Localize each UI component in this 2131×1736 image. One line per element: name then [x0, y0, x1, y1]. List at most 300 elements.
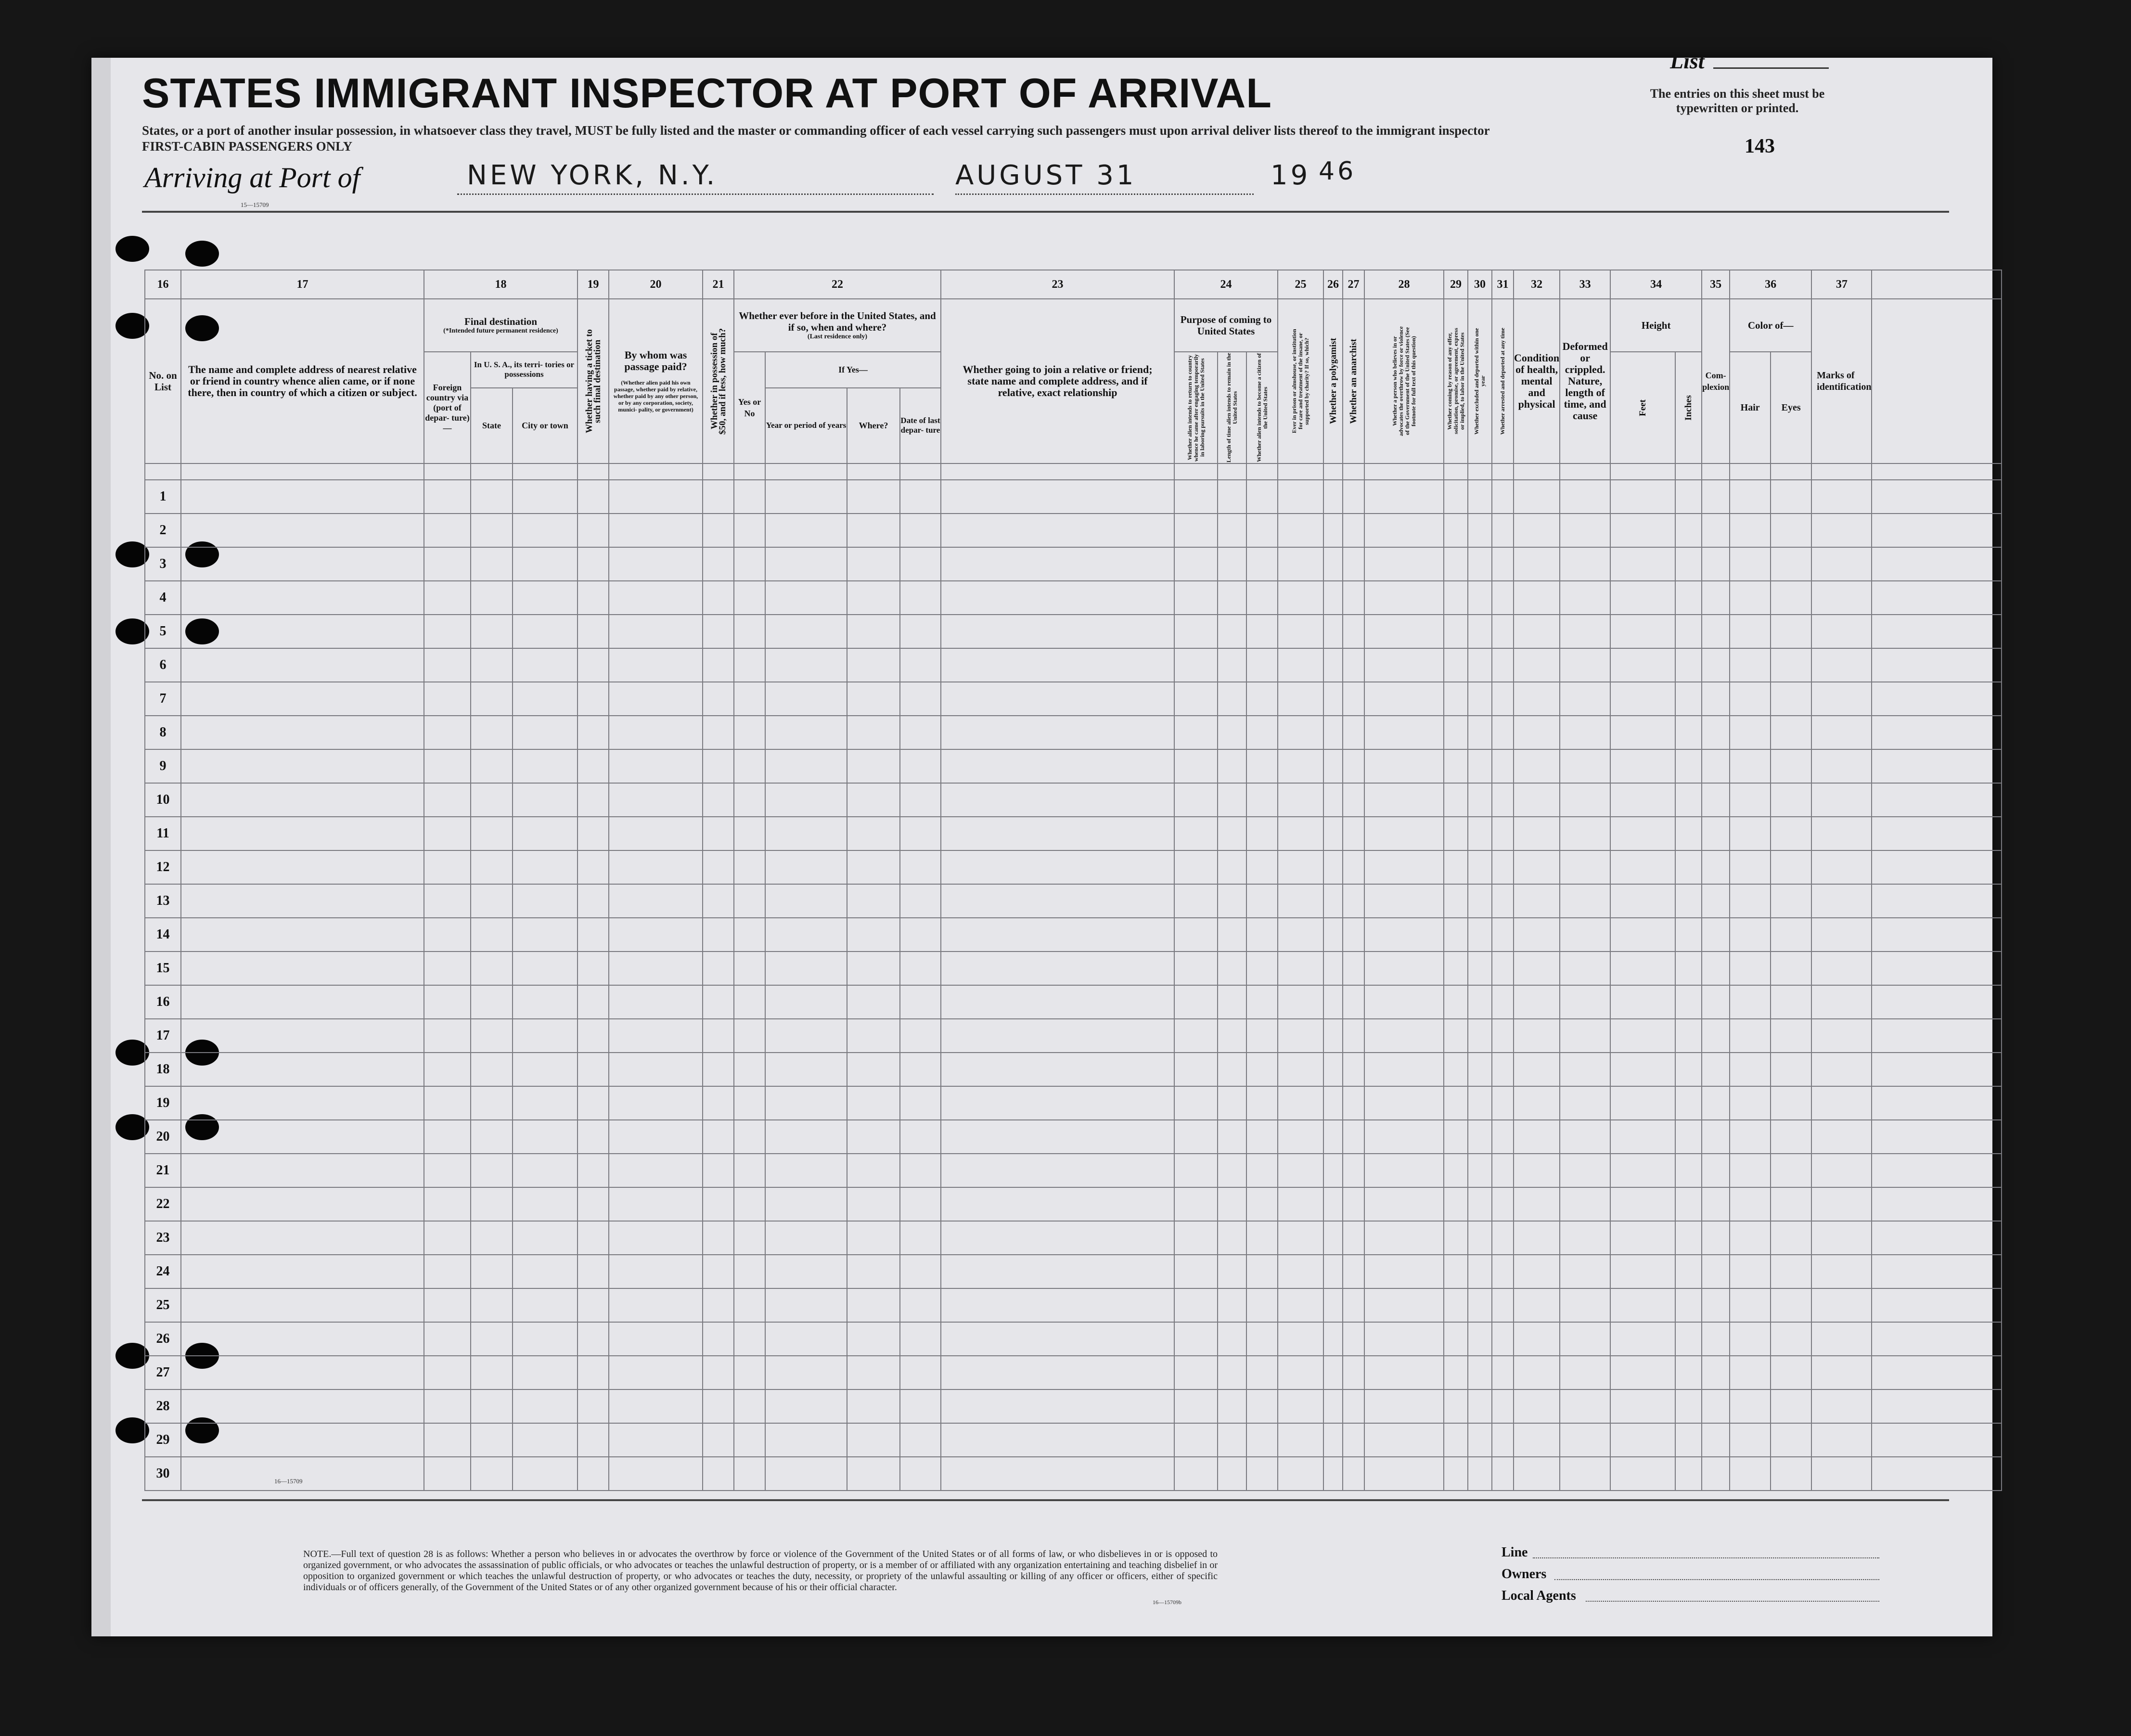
entry-cell[interactable]	[609, 1120, 703, 1154]
entry-cell[interactable]	[1514, 1187, 1560, 1221]
entry-cell[interactable]	[1675, 1457, 1702, 1491]
entry-cell[interactable]	[1492, 1423, 1514, 1457]
entry-cell[interactable]	[1492, 783, 1514, 817]
entry-cell[interactable]	[1278, 1288, 1323, 1322]
entry-cell[interactable]	[734, 547, 765, 581]
entry-cell[interactable]	[1560, 581, 1610, 615]
entry-cell[interactable]	[471, 783, 513, 817]
entry-cell[interactable]	[941, 817, 1174, 850]
entry-cell[interactable]	[1364, 1154, 1444, 1187]
entry-cell[interactable]	[1675, 884, 1702, 918]
entry-cell[interactable]	[1174, 1086, 1218, 1120]
entry-cell[interactable]	[609, 884, 703, 918]
entry-cell[interactable]	[847, 1053, 900, 1086]
entry-cell[interactable]	[1514, 985, 1560, 1019]
entry-cell[interactable]	[578, 884, 609, 918]
entry-cell[interactable]	[1246, 850, 1278, 884]
entry-cell[interactable]	[513, 1457, 578, 1491]
entry-cell[interactable]	[941, 985, 1174, 1019]
entry-cell[interactable]	[941, 1322, 1174, 1356]
entry-cell[interactable]	[847, 1120, 900, 1154]
entry-cell[interactable]	[900, 850, 941, 884]
entry-cell[interactable]	[1343, 581, 1364, 615]
entry-cell[interactable]	[1323, 1288, 1343, 1322]
entry-cell[interactable]	[1492, 615, 1514, 648]
entry-cell[interactable]	[1343, 1154, 1364, 1187]
entry-cell[interactable]	[1323, 1221, 1343, 1255]
entry-cell[interactable]	[181, 1288, 424, 1322]
entry-cell[interactable]	[181, 1322, 424, 1356]
entry-cell[interactable]	[1444, 783, 1468, 817]
entry-cell[interactable]	[1730, 1053, 1771, 1086]
entry-cell[interactable]	[609, 1255, 703, 1288]
entry-cell[interactable]	[1675, 783, 1702, 817]
entry-cell[interactable]	[941, 1457, 1174, 1491]
entry-cell[interactable]	[181, 884, 424, 918]
entry-cell[interactable]	[1444, 749, 1468, 783]
entry-cell[interactable]	[1610, 1086, 1675, 1120]
entry-cell[interactable]	[578, 1389, 609, 1423]
entry-cell[interactable]	[1218, 1356, 1246, 1389]
entry-cell[interactable]	[609, 648, 703, 682]
entry-cell[interactable]	[847, 1457, 900, 1491]
entry-cell[interactable]	[1364, 1187, 1444, 1221]
entry-cell[interactable]	[1218, 716, 1246, 749]
entry-cell[interactable]	[1560, 480, 1610, 514]
entry-cell[interactable]	[1278, 1322, 1323, 1356]
entry-cell[interactable]	[1492, 1086, 1514, 1120]
entry-cell[interactable]	[1364, 1356, 1444, 1389]
entry-cell[interactable]	[1702, 1187, 1730, 1221]
entry-cell[interactable]	[1675, 615, 1702, 648]
entry-cell[interactable]	[1675, 985, 1702, 1019]
entry-cell[interactable]	[1702, 1154, 1730, 1187]
entry-cell[interactable]	[1560, 918, 1610, 952]
entry-cell[interactable]	[1343, 1187, 1364, 1221]
entry-cell[interactable]	[703, 1457, 734, 1491]
entry-cell[interactable]	[1444, 952, 1468, 985]
entry-cell[interactable]	[1364, 1120, 1444, 1154]
entry-cell[interactable]	[703, 1154, 734, 1187]
entry-cell[interactable]	[1218, 547, 1246, 581]
entry-cell[interactable]	[847, 547, 900, 581]
entry-cell[interactable]	[765, 514, 847, 547]
entry-cell[interactable]	[1610, 1322, 1675, 1356]
entry-cell[interactable]	[765, 581, 847, 615]
entry-cell[interactable]	[1492, 749, 1514, 783]
entry-cell[interactable]	[1343, 1086, 1364, 1120]
entry-cell[interactable]	[1811, 1356, 1872, 1389]
entry-cell[interactable]	[1610, 1221, 1675, 1255]
entry-cell[interactable]	[1246, 1086, 1278, 1120]
entry-cell[interactable]	[1730, 1288, 1771, 1322]
entry-cell[interactable]	[1514, 1154, 1560, 1187]
entry-cell[interactable]	[1771, 952, 1811, 985]
entry-cell[interactable]	[900, 581, 941, 615]
entry-cell[interactable]	[1246, 615, 1278, 648]
entry-cell[interactable]	[1218, 1457, 1246, 1491]
entry-cell[interactable]	[181, 1086, 424, 1120]
entry-cell[interactable]	[1246, 1356, 1278, 1389]
entry-cell[interactable]	[424, 1086, 471, 1120]
entry-cell[interactable]	[424, 648, 471, 682]
entry-cell[interactable]	[424, 1255, 471, 1288]
entry-cell[interactable]	[1364, 783, 1444, 817]
entry-cell[interactable]	[513, 716, 578, 749]
entry-cell[interactable]	[1811, 615, 1872, 648]
entry-cell[interactable]	[181, 514, 424, 547]
entry-cell[interactable]	[1444, 615, 1468, 648]
entry-cell[interactable]	[847, 749, 900, 783]
entry-cell[interactable]	[1610, 952, 1675, 985]
entry-cell[interactable]	[734, 648, 765, 682]
entry-cell[interactable]	[1468, 648, 1492, 682]
entry-cell[interactable]	[734, 1187, 765, 1221]
entry-cell[interactable]	[1323, 480, 1343, 514]
entry-cell[interactable]	[1730, 850, 1771, 884]
entry-cell[interactable]	[1444, 850, 1468, 884]
entry-cell[interactable]	[1730, 1221, 1771, 1255]
entry-cell[interactable]	[1174, 749, 1218, 783]
entry-cell[interactable]	[1444, 1053, 1468, 1086]
entry-cell[interactable]	[1174, 547, 1218, 581]
entry-cell[interactable]	[181, 1019, 424, 1053]
entry-cell[interactable]	[1246, 716, 1278, 749]
entry-cell[interactable]	[181, 1221, 424, 1255]
entry-cell[interactable]	[424, 749, 471, 783]
entry-cell[interactable]	[578, 1154, 609, 1187]
entry-cell[interactable]	[424, 1423, 471, 1457]
entry-cell[interactable]	[1730, 783, 1771, 817]
entry-cell[interactable]	[609, 1086, 703, 1120]
entry-cell[interactable]	[1278, 1019, 1323, 1053]
entry-cell[interactable]	[1468, 850, 1492, 884]
entry-cell[interactable]	[1468, 918, 1492, 952]
entry-cell[interactable]	[847, 952, 900, 985]
entry-cell[interactable]	[1444, 884, 1468, 918]
entry-cell[interactable]	[1610, 648, 1675, 682]
entry-cell[interactable]	[900, 817, 941, 850]
entry-cell[interactable]	[1514, 615, 1560, 648]
entry-cell[interactable]	[471, 716, 513, 749]
entry-cell[interactable]	[1174, 1255, 1218, 1288]
entry-cell[interactable]	[941, 952, 1174, 985]
entry-cell[interactable]	[1771, 1423, 1811, 1457]
entry-cell[interactable]	[1323, 682, 1343, 716]
entry-cell[interactable]	[734, 1423, 765, 1457]
entry-cell[interactable]	[513, 480, 578, 514]
entry-cell[interactable]	[1218, 1221, 1246, 1255]
entry-cell[interactable]	[1278, 615, 1323, 648]
entry-cell[interactable]	[847, 615, 900, 648]
entry-cell[interactable]	[1468, 1120, 1492, 1154]
entry-cell[interactable]	[1771, 581, 1811, 615]
entry-cell[interactable]	[1811, 985, 1872, 1019]
entry-cell[interactable]	[513, 648, 578, 682]
entry-cell[interactable]	[703, 514, 734, 547]
entry-cell[interactable]	[609, 1389, 703, 1423]
entry-cell[interactable]	[1811, 1255, 1872, 1288]
entry-cell[interactable]	[609, 952, 703, 985]
entry-cell[interactable]	[1218, 615, 1246, 648]
entry-cell[interactable]	[1872, 783, 2002, 817]
entry-cell[interactable]	[1343, 1255, 1364, 1288]
entry-cell[interactable]	[1278, 952, 1323, 985]
entry-cell[interactable]	[1218, 783, 1246, 817]
entry-cell[interactable]	[1278, 1423, 1323, 1457]
entry-cell[interactable]	[1872, 1154, 2002, 1187]
entry-cell[interactable]	[1444, 716, 1468, 749]
entry-cell[interactable]	[900, 1356, 941, 1389]
entry-cell[interactable]	[1514, 884, 1560, 918]
entry-cell[interactable]	[1246, 952, 1278, 985]
entry-cell[interactable]	[578, 817, 609, 850]
entry-cell[interactable]	[609, 918, 703, 952]
entry-cell[interactable]	[941, 1288, 1174, 1322]
entry-cell[interactable]	[1468, 1389, 1492, 1423]
entry-cell[interactable]	[1610, 1255, 1675, 1288]
entry-cell[interactable]	[1811, 952, 1872, 985]
entry-cell[interactable]	[1218, 1120, 1246, 1154]
entry-cell[interactable]	[1343, 884, 1364, 918]
entry-cell[interactable]	[181, 749, 424, 783]
entry-cell[interactable]	[941, 1423, 1174, 1457]
entry-cell[interactable]	[1675, 716, 1702, 749]
entry-cell[interactable]	[1343, 615, 1364, 648]
entry-cell[interactable]	[1343, 783, 1364, 817]
entry-cell[interactable]	[181, 952, 424, 985]
entry-cell[interactable]	[513, 1389, 578, 1423]
entry-cell[interactable]	[1278, 1389, 1323, 1423]
entry-cell[interactable]	[1675, 1255, 1702, 1288]
entry-cell[interactable]	[1323, 547, 1343, 581]
entry-cell[interactable]	[1343, 1053, 1364, 1086]
entry-cell[interactable]	[471, 1086, 513, 1120]
entry-cell[interactable]	[471, 547, 513, 581]
entry-cell[interactable]	[1811, 1187, 1872, 1221]
entry-cell[interactable]	[609, 1019, 703, 1053]
entry-cell[interactable]	[734, 884, 765, 918]
entry-cell[interactable]	[1278, 783, 1323, 817]
entry-cell[interactable]	[1444, 1255, 1468, 1288]
entry-cell[interactable]	[1514, 1053, 1560, 1086]
entry-cell[interactable]	[1468, 682, 1492, 716]
entry-cell[interactable]	[1730, 1389, 1771, 1423]
entry-cell[interactable]	[424, 1389, 471, 1423]
entry-cell[interactable]	[941, 1086, 1174, 1120]
entry-cell[interactable]	[1246, 918, 1278, 952]
entry-cell[interactable]	[1364, 1322, 1444, 1356]
entry-cell[interactable]	[1364, 581, 1444, 615]
entry-cell[interactable]	[1468, 514, 1492, 547]
entry-cell[interactable]	[1730, 581, 1771, 615]
entry-cell[interactable]	[941, 514, 1174, 547]
entry-cell[interactable]	[1278, 1221, 1323, 1255]
entry-cell[interactable]	[1675, 648, 1702, 682]
entry-cell[interactable]	[424, 480, 471, 514]
entry-cell[interactable]	[703, 581, 734, 615]
entry-cell[interactable]	[765, 1322, 847, 1356]
entry-cell[interactable]	[1174, 884, 1218, 918]
entry-cell[interactable]	[900, 749, 941, 783]
entry-cell[interactable]	[578, 749, 609, 783]
entry-cell[interactable]	[1872, 716, 2002, 749]
entry-cell[interactable]	[1218, 480, 1246, 514]
entry-cell[interactable]	[471, 648, 513, 682]
entry-cell[interactable]	[181, 1389, 424, 1423]
entry-cell[interactable]	[609, 1154, 703, 1187]
entry-cell[interactable]	[1444, 985, 1468, 1019]
entry-cell[interactable]	[1278, 985, 1323, 1019]
entry-cell[interactable]	[1492, 952, 1514, 985]
entry-cell[interactable]	[847, 1255, 900, 1288]
entry-cell[interactable]	[1343, 648, 1364, 682]
entry-cell[interactable]	[1811, 817, 1872, 850]
entry-cell[interactable]	[1218, 884, 1246, 918]
entry-cell[interactable]	[1675, 1356, 1702, 1389]
entry-cell[interactable]	[513, 514, 578, 547]
entry-cell[interactable]	[1364, 1423, 1444, 1457]
entry-cell[interactable]	[1278, 648, 1323, 682]
entry-cell[interactable]	[1492, 985, 1514, 1019]
entry-cell[interactable]	[1730, 514, 1771, 547]
entry-cell[interactable]	[703, 1356, 734, 1389]
entry-cell[interactable]	[1872, 918, 2002, 952]
entry-cell[interactable]	[1343, 547, 1364, 581]
entry-cell[interactable]	[1468, 749, 1492, 783]
entry-cell[interactable]	[1872, 615, 2002, 648]
entry-cell[interactable]	[424, 682, 471, 716]
entry-cell[interactable]	[703, 1423, 734, 1457]
entry-cell[interactable]	[1246, 1019, 1278, 1053]
entry-cell[interactable]	[1468, 1457, 1492, 1491]
entry-cell[interactable]	[1560, 1322, 1610, 1356]
entry-cell[interactable]	[1323, 1086, 1343, 1120]
entry-cell[interactable]	[1771, 480, 1811, 514]
entry-cell[interactable]	[703, 1053, 734, 1086]
entry-cell[interactable]	[1468, 1288, 1492, 1322]
entry-cell[interactable]	[1702, 817, 1730, 850]
entry-cell[interactable]	[1514, 1322, 1560, 1356]
entry-cell[interactable]	[1675, 581, 1702, 615]
entry-cell[interactable]	[1492, 1187, 1514, 1221]
entry-cell[interactable]	[941, 1053, 1174, 1086]
entry-cell[interactable]	[1514, 1356, 1560, 1389]
entry-cell[interactable]	[765, 480, 847, 514]
entry-cell[interactable]	[765, 1019, 847, 1053]
entry-cell[interactable]	[1364, 850, 1444, 884]
entry-cell[interactable]	[1514, 682, 1560, 716]
entry-cell[interactable]	[513, 1322, 578, 1356]
entry-cell[interactable]	[734, 1120, 765, 1154]
entry-cell[interactable]	[1343, 1019, 1364, 1053]
entry-cell[interactable]	[1323, 1053, 1343, 1086]
entry-cell[interactable]	[900, 514, 941, 547]
entry-cell[interactable]	[1492, 1221, 1514, 1255]
entry-cell[interactable]	[1872, 1019, 2002, 1053]
entry-cell[interactable]	[609, 615, 703, 648]
entry-cell[interactable]	[703, 716, 734, 749]
entry-cell[interactable]	[1444, 1423, 1468, 1457]
entry-cell[interactable]	[424, 1053, 471, 1086]
entry-cell[interactable]	[847, 514, 900, 547]
entry-cell[interactable]	[1468, 1356, 1492, 1389]
entry-cell[interactable]	[1174, 817, 1218, 850]
entry-cell[interactable]	[1702, 884, 1730, 918]
entry-cell[interactable]	[1675, 1221, 1702, 1255]
entry-cell[interactable]	[1364, 1288, 1444, 1322]
entry-cell[interactable]	[1811, 480, 1872, 514]
entry-cell[interactable]	[1343, 1389, 1364, 1423]
entry-cell[interactable]	[1218, 1053, 1246, 1086]
entry-cell[interactable]	[1811, 581, 1872, 615]
entry-cell[interactable]	[1514, 648, 1560, 682]
entry-cell[interactable]	[1364, 648, 1444, 682]
entry-cell[interactable]	[1246, 514, 1278, 547]
entry-cell[interactable]	[1610, 1053, 1675, 1086]
entry-cell[interactable]	[471, 1154, 513, 1187]
entry-cell[interactable]	[1771, 783, 1811, 817]
entry-cell[interactable]	[1560, 850, 1610, 884]
entry-cell[interactable]	[1730, 648, 1771, 682]
entry-cell[interactable]	[1514, 1086, 1560, 1120]
entry-cell[interactable]	[703, 783, 734, 817]
entry-cell[interactable]	[1872, 648, 2002, 682]
entry-cell[interactable]	[1560, 1255, 1610, 1288]
entry-cell[interactable]	[1872, 1086, 2002, 1120]
entry-cell[interactable]	[1560, 547, 1610, 581]
entry-cell[interactable]	[1364, 1255, 1444, 1288]
entry-cell[interactable]	[1702, 1255, 1730, 1288]
entry-cell[interactable]	[181, 581, 424, 615]
entry-cell[interactable]	[1872, 1389, 2002, 1423]
entry-cell[interactable]	[1323, 648, 1343, 682]
entry-cell[interactable]	[1246, 783, 1278, 817]
entry-cell[interactable]	[1560, 1457, 1610, 1491]
entry-cell[interactable]	[424, 547, 471, 581]
entry-cell[interactable]	[1278, 1154, 1323, 1187]
entry-cell[interactable]	[941, 783, 1174, 817]
entry-cell[interactable]	[471, 952, 513, 985]
entry-cell[interactable]	[1675, 1120, 1702, 1154]
entry-cell[interactable]	[1468, 581, 1492, 615]
entry-cell[interactable]	[1323, 1154, 1343, 1187]
entry-cell[interactable]	[1343, 716, 1364, 749]
entry-cell[interactable]	[1872, 817, 2002, 850]
entry-cell[interactable]	[181, 1457, 424, 1491]
entry-cell[interactable]	[1218, 1154, 1246, 1187]
entry-cell[interactable]	[1811, 514, 1872, 547]
entry-cell[interactable]	[847, 1086, 900, 1120]
entry-cell[interactable]	[703, 1221, 734, 1255]
entry-cell[interactable]	[1174, 1019, 1218, 1053]
entry-cell[interactable]	[1364, 952, 1444, 985]
entry-cell[interactable]	[1560, 985, 1610, 1019]
entry-cell[interactable]	[1323, 514, 1343, 547]
entry-cell[interactable]	[1610, 1288, 1675, 1322]
entry-cell[interactable]	[1771, 716, 1811, 749]
entry-cell[interactable]	[1610, 1457, 1675, 1491]
entry-cell[interactable]	[513, 884, 578, 918]
entry-cell[interactable]	[847, 716, 900, 749]
entry-cell[interactable]	[1610, 480, 1675, 514]
entry-cell[interactable]	[900, 1457, 941, 1491]
entry-cell[interactable]	[734, 1154, 765, 1187]
entry-cell[interactable]	[513, 952, 578, 985]
entry-cell[interactable]	[1174, 850, 1218, 884]
entry-cell[interactable]	[1323, 918, 1343, 952]
entry-cell[interactable]	[734, 682, 765, 716]
